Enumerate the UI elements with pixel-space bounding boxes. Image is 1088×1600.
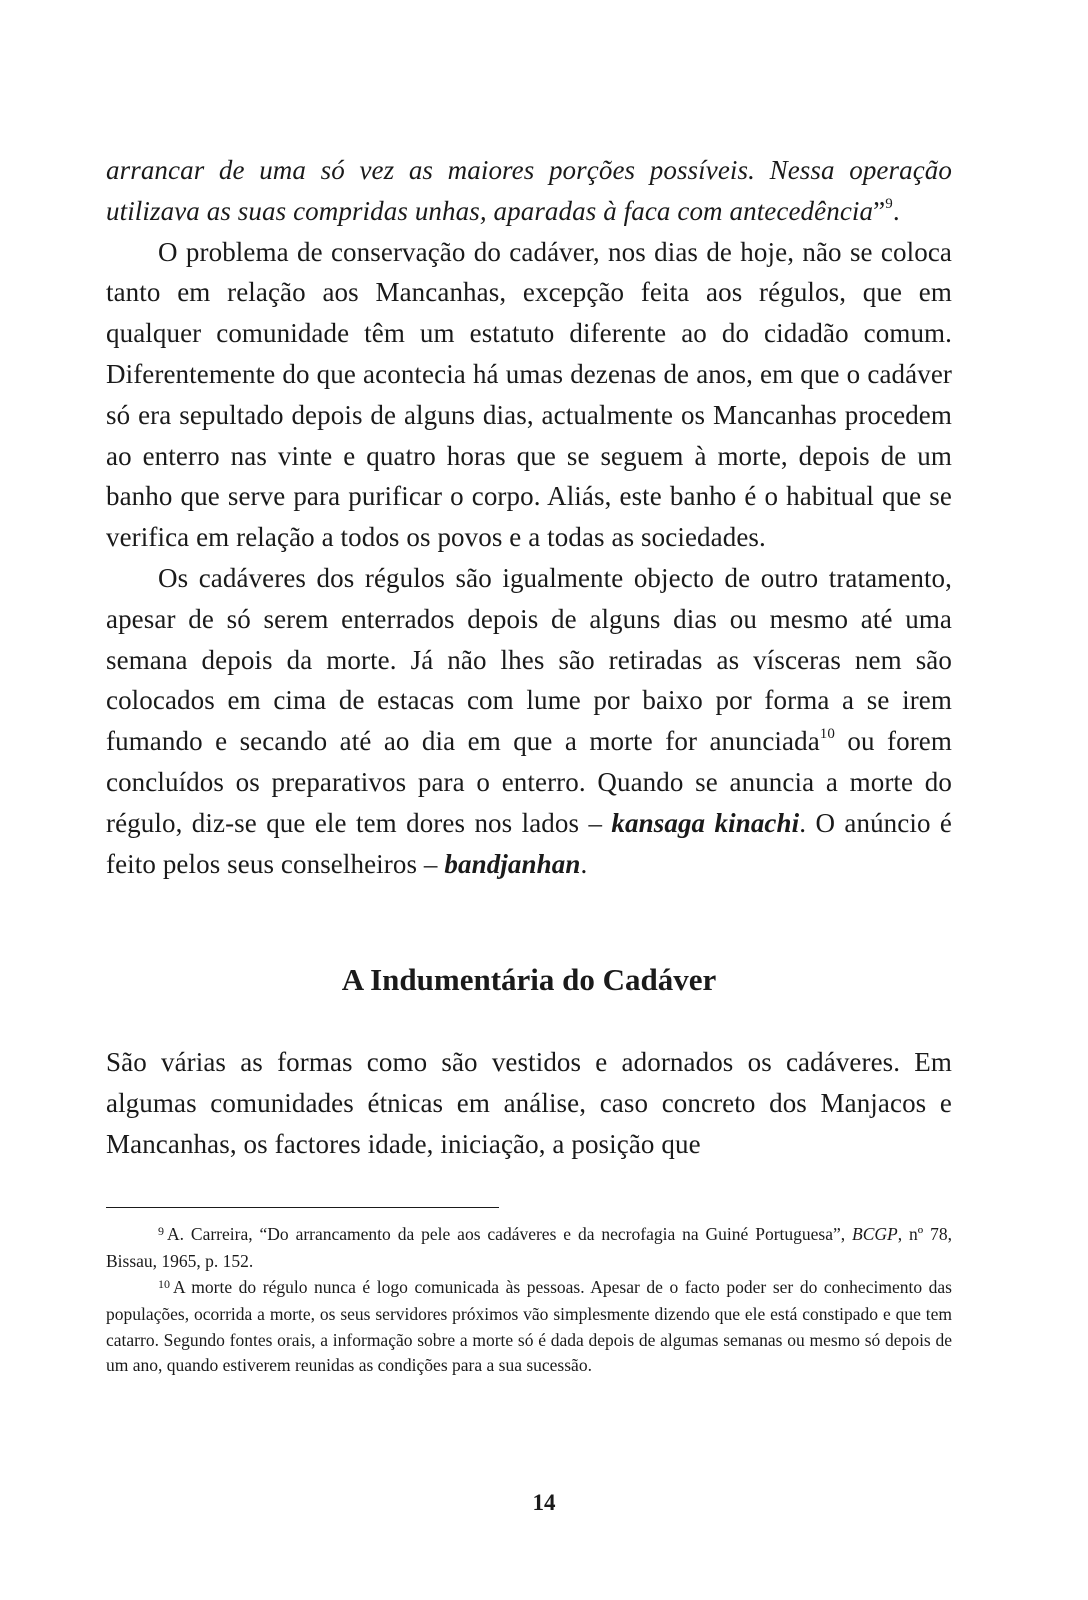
footnote-9 bbox=[106, 1222, 952, 1275]
page-body bbox=[106, 150, 952, 1379]
term-kansaga-kinachi: kansaga kinachi bbox=[611, 807, 800, 838]
footnote-ref-10[interactable]: 10 bbox=[819, 726, 835, 743]
paragraph-indumentaria-text: São várias as formas como são vestidos e adornados os cadáveres. Em algumas comunidades étnicas em análise, caso concreto dos Manjacos e Mancanhas, os factores idade, iniciação, a posição que bbox=[106, 1047, 952, 1159]
footnote-10 bbox=[106, 1275, 952, 1379]
footnote-9-journal: BCGP bbox=[852, 1223, 898, 1244]
footnote-9-text-a: A. Carreira, “Do arrancamento da pele aos cadáveres e da necrofagia na Guiné Portuguesa”, bbox=[167, 1223, 853, 1244]
footnote-10-number: 10 bbox=[158, 1276, 170, 1291]
quote-close-mark: ” bbox=[873, 195, 886, 226]
footnote-ref-9[interactable]: 9 bbox=[885, 195, 893, 212]
paragraph-regulos-text-c: . O anúncio é feito pelos seus conselheiros – bbox=[106, 807, 953, 879]
page-number: 14 bbox=[532, 1490, 556, 1515]
footnote-10-text: A morte do régulo nunca é logo comunicada às pessoas. Apesar de o facto poder ser do conhecimento das populações, ocorrida a morte, os seus servidores próximos vão simplesmente dizendo que ele está constipado e que tem catarro. Segundo fontes orais, a informação sobre a morte só é dada depois de algumas semanas ou mesmo só depois de um ano, quando estiverem reunidas as condições para a sua sucessão. bbox=[106, 1276, 952, 1376]
paragraph-regulos-text-a: Os cadáveres dos régulos são igualmente objecto de outro tratamento, apesar de só serem enterrados depois de alguns dias ou mesmo até uma semana depois da morte. Já não lhes são retiradas as vísceras nem são colocados em cima de estacas com lume por baixo por forma a se irem fumando e secando até ao dia em que a morte for anunciada bbox=[106, 562, 952, 757]
term-bandjanhan: bandjanhan bbox=[444, 848, 581, 879]
paragraph-indumentaria bbox=[106, 1042, 952, 1164]
footnote-9-text-b: , nº 78, Bissau, 1965, p. 152. bbox=[106, 1223, 952, 1272]
paragraph-regulos bbox=[106, 558, 952, 884]
paragraph-regulos-text-d: . bbox=[580, 848, 588, 879]
quote-end: . bbox=[892, 195, 900, 226]
paragraph-conservation-text: O problema de conservação do cadáver, nos dias de hoje, não se coloca tanto em relação aos Mancanhas, excepção feita aos régulos, que em qualquer comunidade têm um estatuto diferente ao do cidadão comum. Diferentemente do que acontecia há umas dezenas de anos, em que o cadáver só era sepultado depois de alguns dias, actualmente os Mancanhas procedem ao enterro nas vinte e quatro horas que se seguem à morte, depois de um banho que serve para purificar o corpo. Aliás, este banho é o habitual que se verifica em relação a todos os povos e a todas as sociedades. bbox=[106, 236, 952, 553]
footnote-9-number: 9 bbox=[158, 1223, 164, 1238]
paragraph-regulos-text-b: ou forem concluídos os preparativos para o enterro. Quando se anuncia a morte do régulo, diz-se que ele tem dores nos lados – bbox=[106, 726, 952, 838]
section-heading: A Indumentária do Cadáver bbox=[341, 962, 717, 998]
paragraph-conservation bbox=[106, 232, 952, 558]
quote-text: arrancar de uma só vez as maiores porções possíveis. Nessa operação utilizava as suas compridas unhas, aparadas à faca com antecedência bbox=[106, 155, 952, 226]
footnote-divider bbox=[106, 1207, 499, 1208]
paragraph-quote-continuation bbox=[106, 150, 952, 232]
